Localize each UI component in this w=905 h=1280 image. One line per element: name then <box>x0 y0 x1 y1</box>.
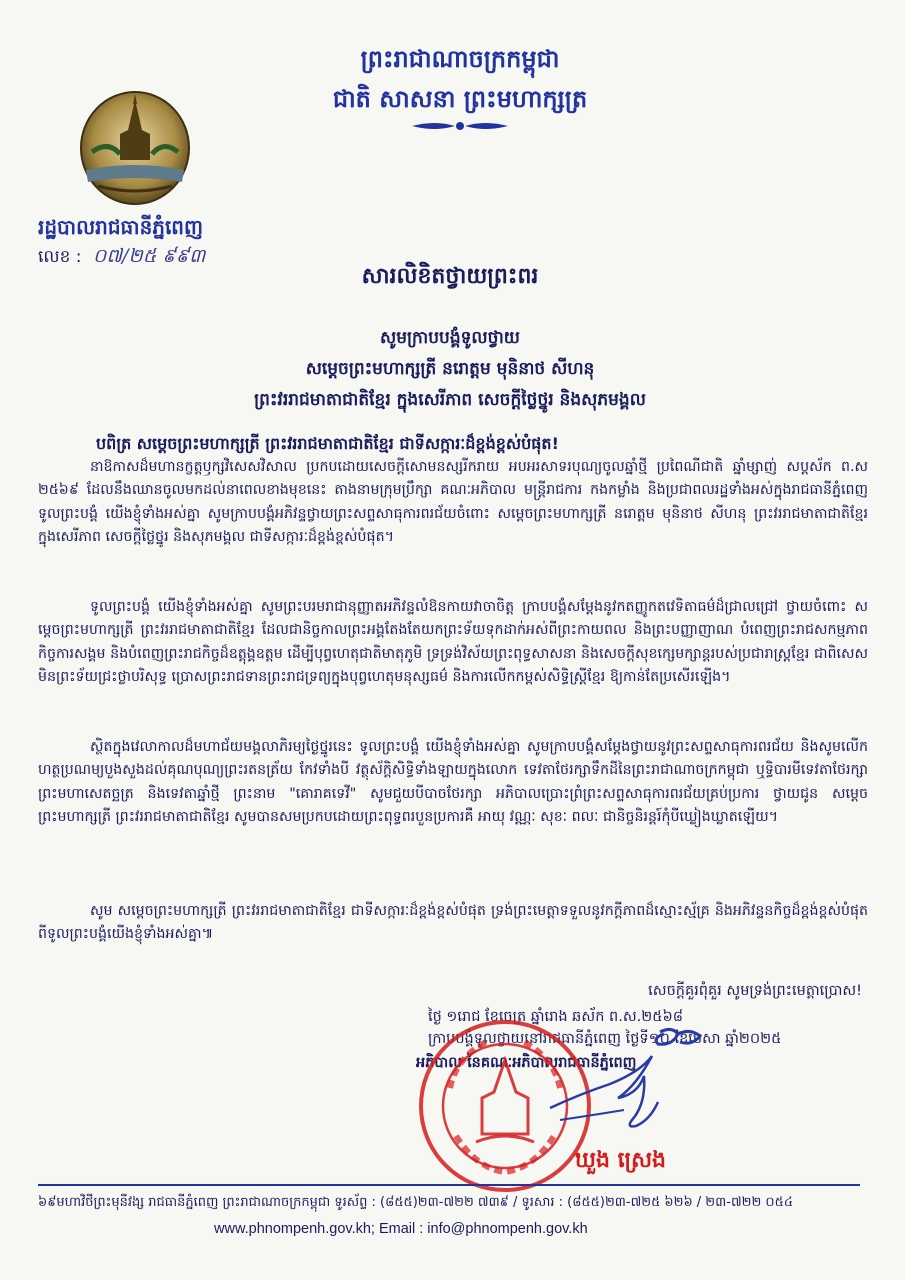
addressee-line-2: សម្តេចព្រះមហាក្សត្រី នរោត្តម មុនិនាថ សីហនុ <box>305 359 595 379</box>
closing-line-1: សេចក្តីគួរពុំគួរ សូមទ្រង់ព្រះមេត្តាប្រោស! <box>648 983 862 999</box>
salutation: បពិត្រ សម្តេចព្រះមហាក្សត្រី ព្រះវររាជមាតាជាតិខ្មែរ ជាទីសក្ការៈដ៏ខ្ពង់ខ្ពស់បំផុត! <box>96 434 559 453</box>
body-paragraph-2 <box>38 596 868 690</box>
kingdom-motto-line-2: ជាតិ សាសនា ព្រះមហាក្សត្រ <box>332 85 588 113</box>
addressee-line-3: ព្រះវររាជមាតាជាតិខ្មែរ ក្នុងសេរីភាព សេចក្តីថ្លៃថ្នូរ និងសុភមង្គល <box>254 390 646 410</box>
footer-address: ៦៩មហាវិថីព្រះមុនីវង្ស រាជធានីភ្នំពេញ ព្រះរាជាណាចក្រកម្ពុជា ទូរស័ព្ទ : (៨៥៥)២៣-៧២២ ៧៣៩ / ទូរសារ : (៨៥៥)២៣-៧២៥ ៦២៦ / ២៣-៧២២ ០៥៤ <box>38 1195 794 1210</box>
reference-label: លេខ : <box>38 247 82 267</box>
issue-date-line: ក្រាបបង្គំទូលថ្វាយនៅរាជធានីភ្នំពេញ ថ្ងៃទី១០ ខែមេសា ឆ្នាំ២០២៥ <box>428 1031 782 1047</box>
handwritten-signature-icon <box>540 1024 710 1144</box>
footer-website-email: www.phnompenh.gov.kh; Email : info@phnompenh.gov.kh <box>214 1221 588 1237</box>
reference-number <box>38 244 205 272</box>
body-paragraph-4 <box>38 900 868 947</box>
ornament-divider-icon <box>410 118 510 134</box>
addressee-line-1: សូមក្រាបបង្គំទូលថ្វាយ <box>380 328 520 348</box>
paragraph-text: ស្ថិតក្នុងវេលាកាលដ៏មហាជ័យមង្គលាភិរម្យថ្ងៃថ្នូរនេះ ទូលព្រះបង្គំ យើងខ្ញុំទាំងអស់គ្នា សូមក្រាបបង្គំសម្តែងថ្វាយនូវព្រះសព្ទសាធុការពរជ័យ និងសូមលើកហត្ថប្រណម្យបួងសួងដល់គុណបុណ្យព្រះរតនត្រ័យ កែវទាំងបី វត្ថុស័ក្តិសិទ្ធិទាំងឡាយក្នុងលោក ទេវតាថែរក្សាទឹកដីនៃព្រះរាជាណាចក្រកម្ពុជា ឬទ្ធិបារមីទេវតាថែរក្សាព្រះមហាសេតច្ឆត្រ និងទេវតាឆ្នាំថ្មី ព្រះនាម "គោរាគទេវី" សូមជួយបីបាចថែរក្សា អភិបាលប្រោះព្រំព្រះសព្ទសាធុការពរជ័យគ្រប់ប្រការ ថ្វាយជូន សម្តេចព្រះមហាក្សត្រី ព្រះវររាជមាតាជាតិខ្មែរ សូមបានសមប្រកបដោយព្រះពុទ្ធពរបួនប្រការគឺ អាយុ វណ្ណៈ សុខៈ ពលៈ ជានិច្ចនិរន្តរ៍កុំបីឃ្លៀងឃ្លាតឡើយ។ <box>38 739 868 826</box>
phnom-penh-emblem-icon <box>78 90 192 206</box>
signer-title: អភិបាល នៃគណៈអភិបាលរាជធានីភ្នំពេញ <box>416 1055 637 1071</box>
reference-value: ០៧/២៥ ៩៩៣ <box>92 245 206 267</box>
body-paragraph-1 <box>38 456 868 550</box>
paragraph-text: សូម សម្តេចព្រះមហាក្សត្រី ព្រះវររាជមាតាជាតិខ្មែរ ជាទីសក្ការៈដ៏ខ្ពង់ខ្ពស់បំផុត ទ្រង់ព្រះមេត្តាទទួលនូវកក្តីភាពដ៏ស្មោះស្ម័គ្រ និងអភិវន្ទនកិច្ចដ៏ខ្ពង់ខ្ពស់បំផុត ពីទូលព្រះបង្គំយើងខ្ញុំទាំងអស់គ្នា៕ <box>38 903 868 943</box>
paragraph-text: ទូលព្រះបង្គំ យើងខ្ញុំទាំងអស់គ្នា សូមព្រះបរមរាជានុញ្ញាតអភិវន្ទលំឱនកាយវាចាចិត្ត ក្រាបបង្គំសម្តែងនូវកតញ្ញូកតវេទិតាធម៌ដ៏ជ្រាលជ្រៅ ថ្វាយចំពោះ សម្តេចព្រះមហាក្សត្រី ព្រះវររាជមាតាជាតិខ្មែរ ដែលជានិច្ចកាលព្រះអង្គតែងតែយកព្រះទ័យទុកដាក់អស់ពីព្រះកាយពល និងព្រះបញ្ញាញាណ បំពេញព្រះរាជសកម្មភាពកិច្ចការសង្គម និងបំពេញព្រះរាជកិច្ចដ៏ឧត្តុង្គឧត្តម ដើម្បីបុព្វហេតុជាតិមាតុភូមិ ទ្រទ្រង់វិស័យព្រះពុទ្ធសាសនា និងសេចក្តីសុខក្សេមក្សាន្តរបស់ប្រជារាស្ត្រខ្មែរ ជាពិសេសមិនព្រះទ័យជ្រះថ្លាបរិសុទ្ធ ប្រោសព្រះរាជទានព្រះរាជទ្រព្យក្នុងបុព្វហេតុមនុស្សធម៌ និងការលើកកម្ពស់សិទ្ធិស្ត្រីខ្មែរ ឱ្យកាន់តែប្រសើរឡើង។ <box>38 599 868 686</box>
paragraph-text: នាឱកាសដ៏មហានក្ខត្តឫក្សវិសេសវិសាល ប្រកបដោយសេចក្តីសោមនស្សរីករាយ អបអរសាទរបុណ្យចូលឆ្នាំថ្មី ប្រពៃណីជាតិ ឆ្នាំម្សាញ់ សប្តស័ក ព.ស ២៥៦៩ ដែលនឹងឈានចូលមកដល់នាពេលខាងមុខនេះ តាងនាមក្រុមប្រឹក្សា គណៈអភិបាល មន្ត្រីរាជការ កងកម្លាំង និងប្រជាពលរដ្ឋទាំងអស់ក្នុងរាជធានីភ្នំពេញ ទូលព្រះបង្គំ យើងខ្ញុំទាំងអស់គ្នា សូមក្រាបបង្គំអភិវន្ទថ្វាយព្រះសព្ទសាធុការពរជ័យចំពោះ សម្តេចព្រះមហាក្សត្រី នរោត្តម មុនិនាថ សីហនុ ព្រះវររាជមាតាជាតិខ្មែរ ក្នុងសេរីភាព សេចក្តីថ្លៃថ្នូរ និងសុភមង្គល ជាទីសក្ការៈដ៏ខ្ពង់ខ្ពស់បំផុត។ <box>38 459 868 546</box>
letter-title: សារលិខិតថ្វាយព្រះពរ <box>361 264 539 289</box>
body-paragraph-3 <box>38 736 868 830</box>
organization-name: រដ្ឋបាលរាជធានីភ្នំពេញ <box>38 215 204 239</box>
signer-name: ឃួង ស្រេង <box>575 1148 667 1173</box>
lunar-date-line: ថ្ងៃ ១រោជ ខែចេត្រ ឆ្នាំរោង ឆស័ក ព.ស.២៥៦៨ <box>428 1009 684 1025</box>
footer-divider <box>38 1184 860 1186</box>
kingdom-motto-line-1: ព្រះរាជាណាចក្រកម្ពុជា <box>360 45 560 73</box>
